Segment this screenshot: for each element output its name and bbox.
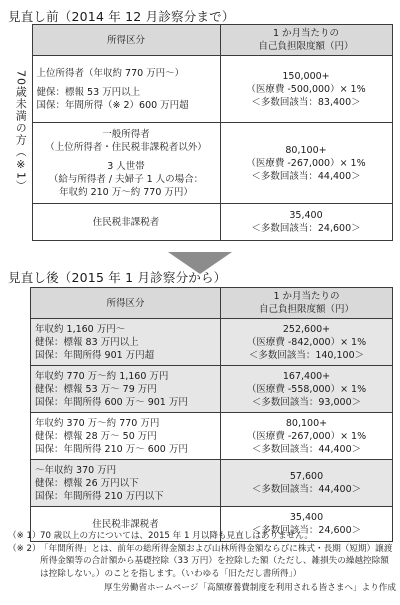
category-line: （上位所得者・住民税非課税者以外） xyxy=(45,141,207,153)
amount-cell xyxy=(221,319,393,366)
amount-line: 35,400 xyxy=(289,512,324,523)
category-line: 年収約 1,160 万円～ xyxy=(35,323,126,335)
category-line: 年収約 770 万～約 1,160 万円 xyxy=(35,370,169,382)
amount-line: （医療費 -267,000）× 1% xyxy=(246,430,367,442)
category-cell xyxy=(32,123,220,204)
amount-cell xyxy=(221,413,393,460)
header-amount-line2: 自己負担限度額（円） xyxy=(258,304,354,315)
footnote-text: 「年間所得」とは、前年の総所得金額および山林所得金額ならびに株式・長期（短期）譲渡所得金額等の合計額から基礎控除（33 万円）を控除した額（ただし、雑損失の繰越控除額は控除しない。）のことを指します。（いわゆる「旧ただし書所得」） xyxy=(40,543,393,579)
footnote-mark: （※ 2） xyxy=(8,543,41,554)
amount-cell xyxy=(220,56,392,123)
side-label-cell xyxy=(10,25,32,241)
table-row xyxy=(10,56,392,123)
category-line: ～年収約 370 万円 xyxy=(35,464,117,476)
amount-line: （医療費 -558,000）× 1% xyxy=(246,383,367,395)
table-row xyxy=(31,460,393,507)
category-cell xyxy=(32,204,220,241)
amount-cell xyxy=(221,460,393,507)
category-line: 健保：標報 83 万円以上 xyxy=(35,336,139,348)
before-title: 見直し前（2014 年 12 月診察分まで） xyxy=(8,9,235,24)
header-amount-line2: 自己負担限度額（円） xyxy=(258,41,354,52)
footnote-1 xyxy=(8,530,396,543)
amount-line: 80,100+ xyxy=(285,144,327,156)
category-line: （給与所得者 / 夫婦子 1 人の場合： xyxy=(48,173,204,185)
amount-line: 252,600+ xyxy=(282,323,331,335)
category-line: 国保：年間所得 600 万～ 901 万円 xyxy=(35,396,188,408)
table-row xyxy=(10,123,392,204)
amount-line: 57,600 xyxy=(289,471,324,482)
category-line: 健保：標報 53 万円以上 xyxy=(36,86,141,98)
footnotes xyxy=(8,530,396,595)
amount-line: ＜多数回該当：140,100＞ xyxy=(248,349,365,361)
amount-line: （医療費 -500,000）× 1% xyxy=(246,83,366,95)
category-line: 3 人世帯 xyxy=(107,160,145,172)
amount-line: ＜多数回該当：44,400＞ xyxy=(251,484,362,495)
table-row xyxy=(31,319,393,366)
category-cell xyxy=(31,413,221,460)
category-line: 国保：年間所得（※ 2）600 万円超 xyxy=(36,99,189,111)
header-category-label: 所得区分 xyxy=(106,297,145,309)
before-header-category xyxy=(32,25,220,56)
amount-line: 150,000+ xyxy=(282,70,330,82)
after-table xyxy=(30,287,393,542)
category-line: 健保：標報 28 万～ 50 万円 xyxy=(35,430,157,442)
amount-line: （医療費 -842,000）× 1% xyxy=(246,336,367,348)
category-line: 年収約 210 万～約 770 万円） xyxy=(59,186,193,198)
category-cell xyxy=(31,319,221,366)
category-line: 国保：年間所得 901 万円超 xyxy=(35,349,155,361)
category-line: 住民税非課税者 xyxy=(92,518,159,530)
header-category-label: 所得区分 xyxy=(106,34,145,46)
source-credit: 厚生労働省ホームページ「高額療養費制度を利用される皆さまへ」より作成 xyxy=(103,583,396,593)
after-header-amount xyxy=(221,288,393,319)
amount-line: ＜多数回該当：24,600＞ xyxy=(251,525,362,536)
table-row xyxy=(31,366,393,413)
amount-line: 80,100+ xyxy=(285,417,328,429)
footnote-text: 70 歳以上の方については、2015 年 1 月以降も見直しはありません。 xyxy=(40,531,313,541)
footnote-mark: （※ 1） xyxy=(8,531,41,541)
side-label: 70歳未満の方（※1） xyxy=(14,69,28,192)
amount-cell xyxy=(220,204,392,241)
amount-line: 167,400+ xyxy=(282,370,331,382)
category-cell xyxy=(32,56,220,123)
after-title: 見直し後（2015 年 1 月診察分から） xyxy=(8,270,227,285)
category-cell xyxy=(31,366,221,413)
category-line: 健保：標報 26 万円以下 xyxy=(35,477,139,489)
category-cell xyxy=(31,460,221,507)
before-table xyxy=(10,24,393,241)
amount-line: ＜多数回該当：44,400＞ xyxy=(251,443,362,455)
category-line: 年収約 370 万～約 770 万円 xyxy=(35,417,160,429)
amount-cell xyxy=(221,366,393,413)
before-header-amount xyxy=(220,25,392,56)
category-line: 国保：年間所得 210 万～ 600 万円 xyxy=(35,443,188,455)
amount-line: 35,400 xyxy=(289,210,323,221)
header-amount-line1: 1 か月当たりの xyxy=(273,291,340,302)
table-row xyxy=(31,413,393,460)
category-line: 健保：標報 53 万～ 79 万円 xyxy=(35,383,157,395)
amount-line: ＜多数回該当：93,000＞ xyxy=(251,396,362,408)
amount-line: （医療費 -267,000）× 1% xyxy=(246,157,366,169)
category-line: 上位所得者（年収約 770 万円～） xyxy=(36,67,185,79)
amount-line: ＜多数回該当：24,600＞ xyxy=(251,223,361,234)
amount-line: ＜多数回該当：83,400＞ xyxy=(251,96,361,108)
after-header-category xyxy=(31,288,221,319)
amount-line: ＜多数回該当：44,400＞ xyxy=(251,170,361,182)
footnote-2 xyxy=(8,543,396,581)
header-amount-line1: 1 か月当たりの xyxy=(272,28,340,39)
table-row xyxy=(10,204,392,241)
amount-cell xyxy=(220,123,392,204)
category-line: 国保：年間所得 210 万円以下 xyxy=(35,490,164,502)
category-line: 住民税非課税者 xyxy=(92,216,160,228)
category-line: 一般所得者 xyxy=(102,128,150,140)
